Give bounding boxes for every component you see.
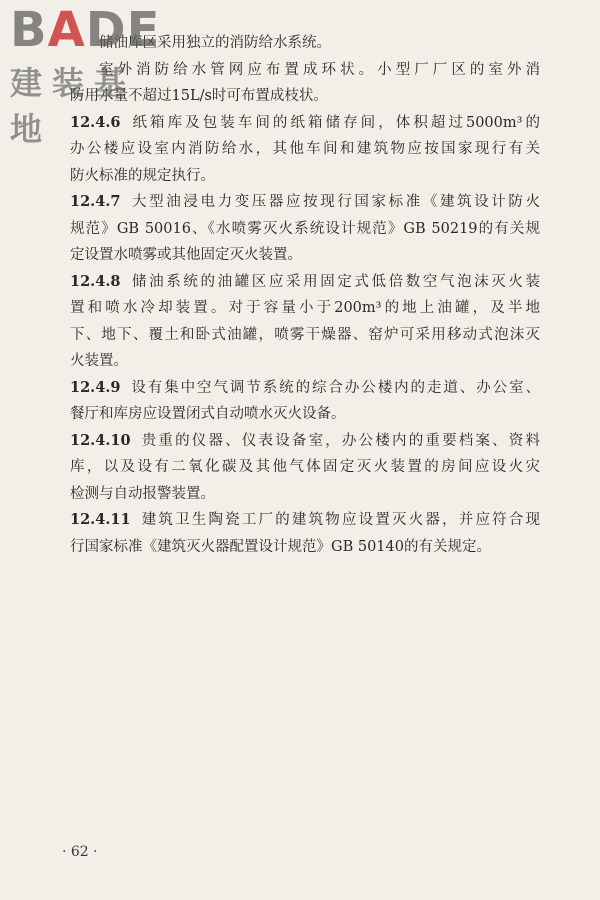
line-text: 储油库区采用独立的消防给水系统。 xyxy=(99,35,331,51)
text-line xyxy=(70,216,540,243)
clause-number: 12.4.11 xyxy=(70,511,131,528)
line-text: 库，以及设有二氧化碳及其他气体固定灭火装置的房间应设火灾 xyxy=(70,459,540,475)
text-line xyxy=(70,534,540,561)
line-text: 置和喷水冷却装置。对于容量小于200m³的地上油罐，及半地 xyxy=(70,300,540,316)
watermark-brand-text: BADE xyxy=(10,2,161,58)
line-text: 定设置水喷雾或其他固定灭火装置。 xyxy=(70,247,302,263)
clause-number: 12.4.10 xyxy=(70,431,131,449)
watermark-brand xyxy=(10,2,160,58)
clause-line xyxy=(70,507,540,534)
line-text: 行国家标准《建筑灭火器配置设计规范》GB 50140的有关规定。 xyxy=(70,538,491,555)
text-line xyxy=(70,163,540,190)
line-text: 设有集中空气调节系统的综合办公楼内的走道、办公室、 xyxy=(129,379,540,396)
page-number: · 62 · xyxy=(62,844,98,860)
line-text: 储油系统的油罐区应采用固定式低倍数空气泡沫灭火装 xyxy=(129,273,540,290)
text-line xyxy=(70,454,540,481)
line-text: 大型油浸电力变压器应按现行国家标准《建筑设计防火 xyxy=(129,194,540,210)
text-line xyxy=(70,322,540,349)
text-line xyxy=(70,348,540,375)
clause-number: 12.4.8 xyxy=(70,272,121,290)
watermark-subtitle: 建装基地 xyxy=(10,64,137,148)
line-text: 火装置。 xyxy=(70,353,128,369)
clause-number: 12.4.9 xyxy=(70,378,121,396)
text-line xyxy=(70,242,540,269)
line-text: 餐厅和库房应设置闭式自动喷水灭火设备。 xyxy=(70,406,346,422)
clause-line xyxy=(70,375,540,402)
text-line xyxy=(70,481,540,508)
line-text: 纸箱库及包装车间的纸箱储存间，体积超过5000m³的 xyxy=(129,114,540,131)
line-text: 办公楼应设室内消防给水，其他车间和建筑物应按国家现行有关 xyxy=(70,141,540,157)
line-text: 下、地下、覆土和卧式油罐，喷雾干燥器、窑炉可采用移动式泡沫灭 xyxy=(70,326,540,343)
line-text: 检测与自动报警装置。 xyxy=(70,485,215,502)
clause-number: 12.4.6 xyxy=(70,113,121,131)
line-text: 贵重的仪器、仪表设备室，办公楼内的重要档案、资料 xyxy=(139,432,540,449)
clause-line xyxy=(70,428,540,455)
line-text: 防火标准的规定执行。 xyxy=(70,167,215,184)
line-text: 建筑卫生陶瓷工厂的建筑物应设置灭火器，并应符合现 xyxy=(139,512,540,528)
line-text: 防用水量不超过15L/s时可布置成枝状。 xyxy=(70,88,328,104)
line-text: 室外消防给水管网应布置成环状。小型厂厂区的室外消 xyxy=(99,61,540,78)
text-line xyxy=(70,401,540,428)
text-line xyxy=(70,295,540,322)
clause-number: 12.4.7 xyxy=(70,193,121,210)
line-text: 规范》GB 50016、《水喷雾灭火系统设计规范》GB 50219的有关规 xyxy=(70,220,540,237)
clause-line xyxy=(70,269,540,296)
clause-line xyxy=(70,189,540,216)
